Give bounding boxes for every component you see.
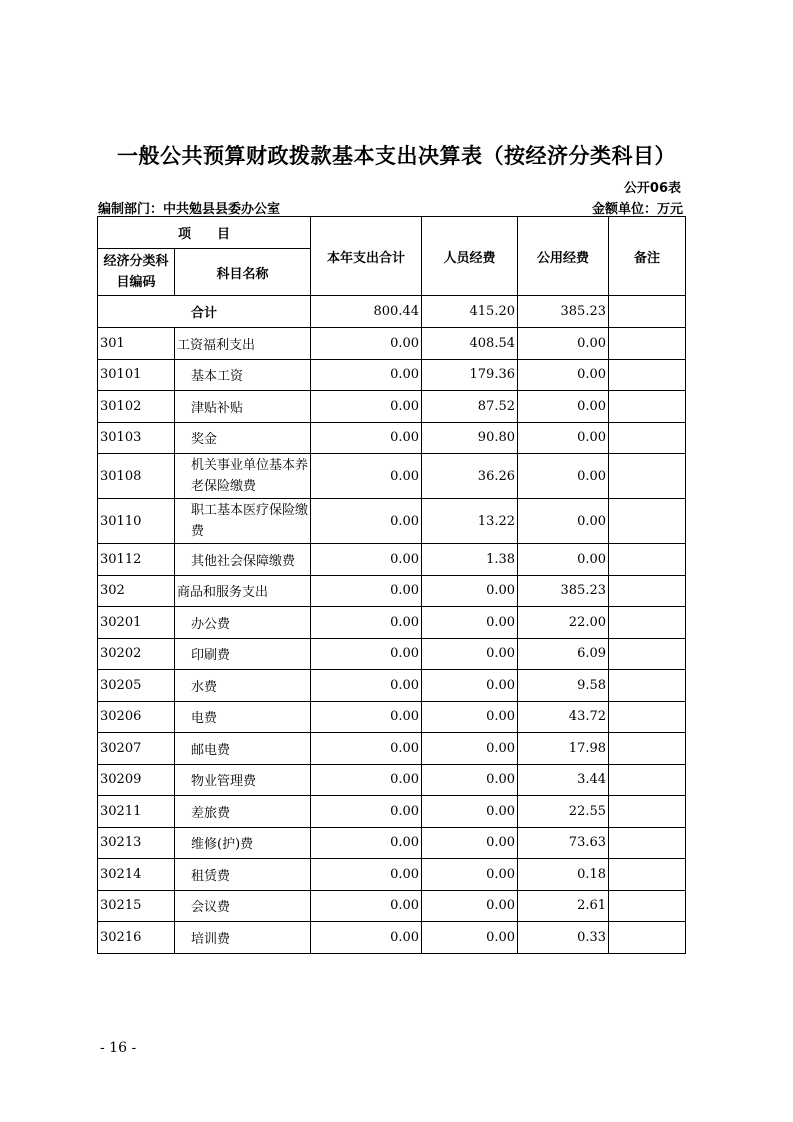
total-cell: 0.00 xyxy=(311,454,422,499)
name-cell: 工资福利支出 xyxy=(175,328,311,360)
remark-cell xyxy=(609,701,686,733)
table-row xyxy=(98,575,686,607)
name-cell: 职工基本医疗保险缴费 xyxy=(175,499,311,544)
public-cell: 0.00 xyxy=(518,544,609,576)
total-cell: 0.00 xyxy=(311,922,422,954)
remark-cell xyxy=(609,328,686,360)
unit-label: 金额单位：万元 xyxy=(591,202,683,217)
name-cell: 印刷费 xyxy=(175,638,311,670)
remark-cell xyxy=(609,764,686,796)
personnel-cell: 0.00 xyxy=(422,859,518,891)
code-cell: 30207 xyxy=(98,733,175,765)
header-public: 公用经费 xyxy=(518,217,609,296)
code-cell: 30206 xyxy=(98,701,175,733)
public-cell: 6.09 xyxy=(518,638,609,670)
header-row-1 xyxy=(98,217,686,249)
total-cell: 0.00 xyxy=(311,638,422,670)
public-cell: 22.00 xyxy=(518,607,609,639)
department-label: 编制部门：中共勉县县委办公室 xyxy=(98,202,281,217)
expenditure-table xyxy=(97,216,686,954)
remark-cell xyxy=(609,296,686,328)
personnel-cell: 1.38 xyxy=(422,544,518,576)
public-cell: 0.00 xyxy=(518,391,609,423)
remark-cell xyxy=(609,391,686,423)
personnel-cell: 179.36 xyxy=(422,359,518,391)
table-row xyxy=(98,796,686,828)
public-cell: 385.23 xyxy=(518,575,609,607)
code-cell: 30103 xyxy=(98,422,175,454)
public-cell: 0.18 xyxy=(518,859,609,891)
remark-cell xyxy=(609,454,686,499)
code-cell: 30205 xyxy=(98,670,175,702)
public-cell: 17.98 xyxy=(518,733,609,765)
table-row xyxy=(98,764,686,796)
public-cell: 0.33 xyxy=(518,922,609,954)
code-cell: 30108 xyxy=(98,454,175,499)
page-number: - 16 - xyxy=(100,1040,137,1056)
remark-cell xyxy=(609,607,686,639)
table-row xyxy=(98,359,686,391)
table-row xyxy=(98,890,686,922)
name-cell: 办公费 xyxy=(175,607,311,639)
personnel-cell: 0.00 xyxy=(422,827,518,859)
remark-cell xyxy=(609,544,686,576)
personnel-cell: 13.22 xyxy=(422,499,518,544)
code-cell: 30211 xyxy=(98,796,175,828)
remark-cell xyxy=(609,922,686,954)
public-cell: 0.00 xyxy=(518,454,609,499)
public-cell: 73.63 xyxy=(518,827,609,859)
remark-cell xyxy=(609,575,686,607)
personnel-cell: 0.00 xyxy=(422,922,518,954)
personnel-cell: 0.00 xyxy=(422,764,518,796)
header-personnel: 人员经费 xyxy=(422,217,518,296)
total-cell: 0.00 xyxy=(311,859,422,891)
remark-cell xyxy=(609,796,686,828)
total-cell: 0.00 xyxy=(311,328,422,360)
remark-cell xyxy=(609,670,686,702)
table-row xyxy=(98,544,686,576)
total-cell: 0.00 xyxy=(311,827,422,859)
table-row xyxy=(98,499,686,544)
public-cell: 0.00 xyxy=(518,499,609,544)
name-cell: 水费 xyxy=(175,670,311,702)
total-cell: 0.00 xyxy=(311,422,422,454)
code-cell: 30209 xyxy=(98,764,175,796)
code-cell: 30102 xyxy=(98,391,175,423)
name-cell: 租赁费 xyxy=(175,859,311,891)
personnel-cell: 0.00 xyxy=(422,701,518,733)
personnel-cell: 0.00 xyxy=(422,638,518,670)
name-cell: 津贴补贴 xyxy=(175,391,311,423)
total-cell: 0.00 xyxy=(311,764,422,796)
personnel-cell: 0.00 xyxy=(422,670,518,702)
total-cell: 0.00 xyxy=(311,359,422,391)
name-cell: 会议费 xyxy=(175,890,311,922)
name-cell: 维修(护)费 xyxy=(175,827,311,859)
name-cell: 基本工资 xyxy=(175,359,311,391)
public-cell: 0.00 xyxy=(518,359,609,391)
total-cell: 0.00 xyxy=(311,544,422,576)
code-cell: 30110 xyxy=(98,499,175,544)
public-cell: 385.23 xyxy=(518,296,609,328)
total-cell: 0.00 xyxy=(311,499,422,544)
total-cell: 0.00 xyxy=(311,701,422,733)
remark-cell xyxy=(609,890,686,922)
personnel-cell: 90.80 xyxy=(422,422,518,454)
public-cell: 9.58 xyxy=(518,670,609,702)
table-row xyxy=(98,607,686,639)
total-label: 合计 xyxy=(98,296,311,328)
remark-cell xyxy=(609,422,686,454)
personnel-cell: 0.00 xyxy=(422,607,518,639)
code-cell: 30215 xyxy=(98,890,175,922)
table-row xyxy=(98,670,686,702)
header-item: 项 目 xyxy=(98,217,311,249)
public-cell: 43.72 xyxy=(518,701,609,733)
total-cell: 0.00 xyxy=(311,890,422,922)
public-cell: 0.00 xyxy=(518,422,609,454)
code-cell: 30112 xyxy=(98,544,175,576)
personnel-cell: 0.00 xyxy=(422,796,518,828)
name-cell: 商品和服务支出 xyxy=(175,575,311,607)
code-cell: 30214 xyxy=(98,859,175,891)
code-cell: 30202 xyxy=(98,638,175,670)
page-title: 一般公共预算财政拨款基本支出决算表（按经济分类科目） xyxy=(117,144,676,168)
public-cell: 3.44 xyxy=(518,764,609,796)
header-remark: 备注 xyxy=(609,217,686,296)
total-cell: 0.00 xyxy=(311,796,422,828)
total-cell: 0.00 xyxy=(311,575,422,607)
remark-cell xyxy=(609,359,686,391)
total-cell: 0.00 xyxy=(311,607,422,639)
remark-cell xyxy=(609,859,686,891)
table-row xyxy=(98,922,686,954)
public-cell: 2.61 xyxy=(518,890,609,922)
personnel-cell: 0.00 xyxy=(422,733,518,765)
name-cell: 培训费 xyxy=(175,922,311,954)
table-row xyxy=(98,733,686,765)
table-row xyxy=(98,827,686,859)
remark-cell xyxy=(609,499,686,544)
table-row xyxy=(98,391,686,423)
total-cell: 0.00 xyxy=(311,391,422,423)
name-cell: 差旅费 xyxy=(175,796,311,828)
header-total: 本年支出合计 xyxy=(311,217,422,296)
personnel-cell: 408.54 xyxy=(422,328,518,360)
table-row xyxy=(98,328,686,360)
public-cell: 0.00 xyxy=(518,328,609,360)
total-cell: 0.00 xyxy=(311,733,422,765)
personnel-cell: 87.52 xyxy=(422,391,518,423)
name-cell: 机关事业单位基本养老保险缴费 xyxy=(175,454,311,499)
form-number: 公开06表 xyxy=(623,181,681,196)
personnel-cell: 0.00 xyxy=(422,890,518,922)
table-row xyxy=(98,859,686,891)
code-cell: 301 xyxy=(98,328,175,360)
personnel-cell: 36.26 xyxy=(422,454,518,499)
table-row xyxy=(98,701,686,733)
total-row xyxy=(98,296,686,328)
total-cell: 0.00 xyxy=(311,670,422,702)
total-cell: 800.44 xyxy=(311,296,422,328)
name-cell: 电费 xyxy=(175,701,311,733)
name-cell: 其他社会保障缴费 xyxy=(175,544,311,576)
code-cell: 30213 xyxy=(98,827,175,859)
name-cell: 物业管理费 xyxy=(175,764,311,796)
remark-cell xyxy=(609,638,686,670)
personnel-cell: 415.20 xyxy=(422,296,518,328)
name-cell: 奖金 xyxy=(175,422,311,454)
table-row xyxy=(98,638,686,670)
public-cell: 22.55 xyxy=(518,796,609,828)
remark-cell xyxy=(609,827,686,859)
table-row xyxy=(98,422,686,454)
header-name: 科目名称 xyxy=(175,249,311,296)
code-cell: 302 xyxy=(98,575,175,607)
code-cell: 30216 xyxy=(98,922,175,954)
code-cell: 30101 xyxy=(98,359,175,391)
remark-cell xyxy=(609,733,686,765)
personnel-cell: 0.00 xyxy=(422,575,518,607)
name-cell: 邮电费 xyxy=(175,733,311,765)
table-row xyxy=(98,454,686,499)
header-code: 经济分类科目编码 xyxy=(98,249,175,296)
code-cell: 30201 xyxy=(98,607,175,639)
